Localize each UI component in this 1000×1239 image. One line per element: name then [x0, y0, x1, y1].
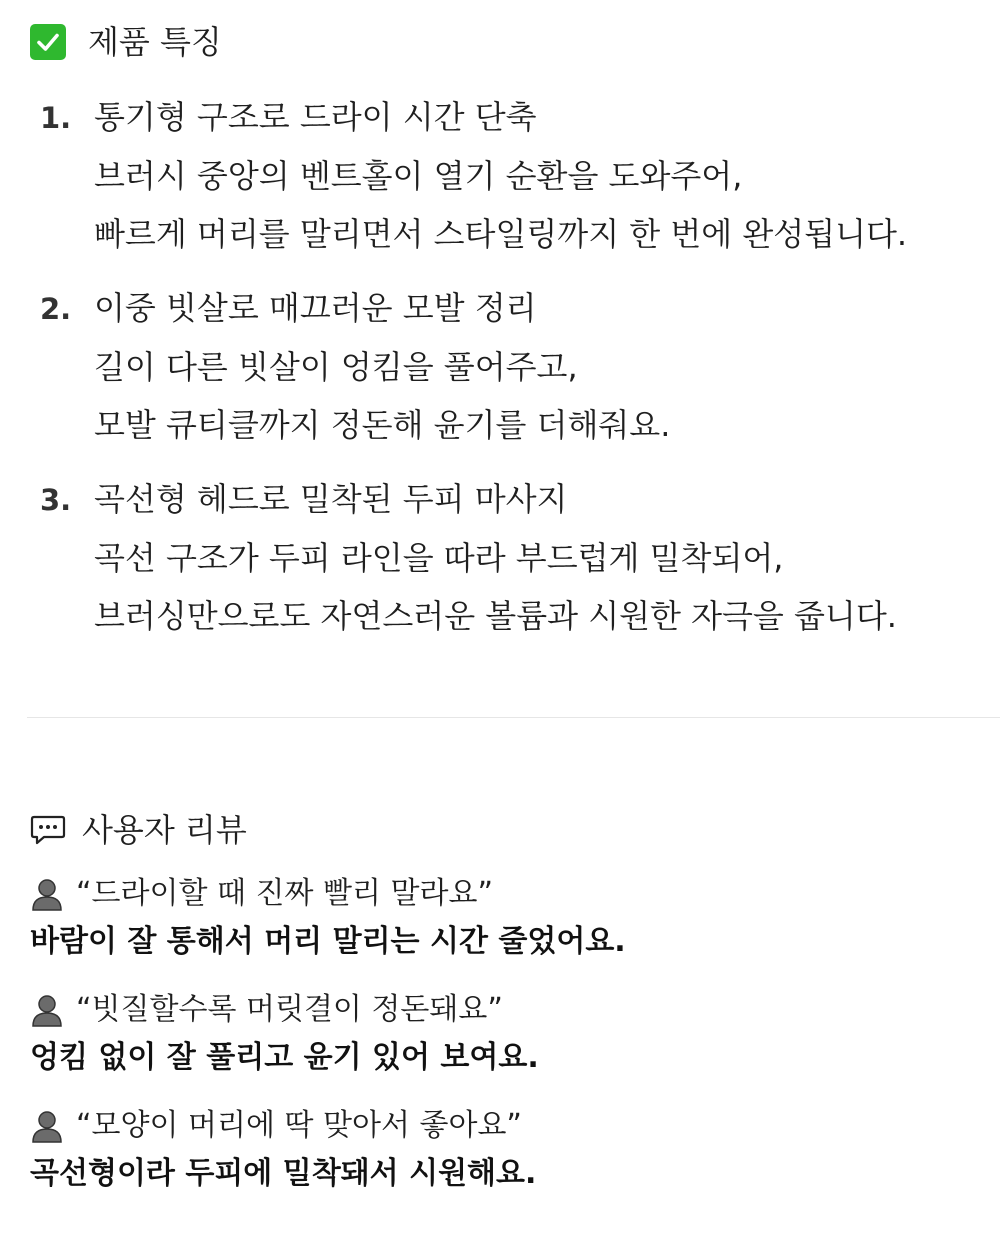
review-quote: “모양이 머리에 딱 맞아서 좋아요”: [76, 1108, 522, 1143]
features-title-text: 제품 특징: [88, 23, 222, 61]
reviews-title-text: 사용자 리뷰: [82, 811, 247, 849]
section-divider: [27, 717, 1000, 718]
feature-heading: 곡선형 헤드로 밀착된 두피 마사지: [94, 480, 568, 518]
feature-heading: 통기형 구조로 드라이 시간 단축: [94, 98, 537, 136]
feature-number: 2.: [40, 292, 72, 326]
review-item-2: [30, 988, 990, 1084]
person-icon: [30, 993, 64, 1027]
person-icon: [30, 1109, 64, 1143]
feature-description-line: 브러싱만으로도 자연스러운 볼륨과 시원한 자극을 줍니다.: [94, 597, 897, 635]
review-body: 곡선형이라 두피에 밀착돼서 시원해요.: [30, 1156, 537, 1191]
speech-bubble-icon: [30, 814, 66, 846]
feature-description-line: 곡선 구조가 두피 라인을 따라 부드럽게 밀착되어,: [94, 539, 784, 577]
review-quote: “빗질할수록 머릿결이 정돈돼요”: [76, 992, 503, 1027]
reviews-section: [30, 808, 990, 1220]
feature-item-3: [40, 470, 990, 645]
feature-description-line: 길이 다른 빗살이 엉킴을 풀어주고,: [94, 348, 578, 386]
person-icon: [30, 877, 64, 911]
check-mark-icon: [30, 24, 66, 60]
feature-item-2: [40, 279, 990, 454]
feature-item-1: [40, 88, 990, 263]
reviews-title: [30, 808, 990, 852]
review-body: 엉킴 없이 잘 풀리고 윤기 있어 보여요.: [30, 1040, 539, 1075]
review-body: 바람이 잘 통해서 머리 말리는 시간 줄었어요.: [30, 924, 626, 959]
features-list: [40, 88, 990, 661]
feature-number: 1.: [40, 101, 72, 135]
feature-heading: 이중 빗살로 매끄러운 모발 정리: [94, 289, 537, 327]
feature-description-line: 모발 큐티클까지 정돈해 윤기를 더해줘요.: [94, 406, 671, 444]
feature-description-line: 빠르게 머리를 말리면서 스타일링까지 한 번에 완성됩니다.: [94, 215, 908, 253]
review-quote: “드라이할 때 진짜 빨리 말라요”: [76, 876, 493, 911]
review-item-3: [30, 1104, 990, 1200]
feature-number: 3.: [40, 483, 72, 517]
feature-description-line: 브러시 중앙의 벤트홀이 열기 순환을 도와주어,: [94, 157, 743, 195]
features-title: [30, 22, 222, 62]
review-item-1: [30, 872, 990, 968]
